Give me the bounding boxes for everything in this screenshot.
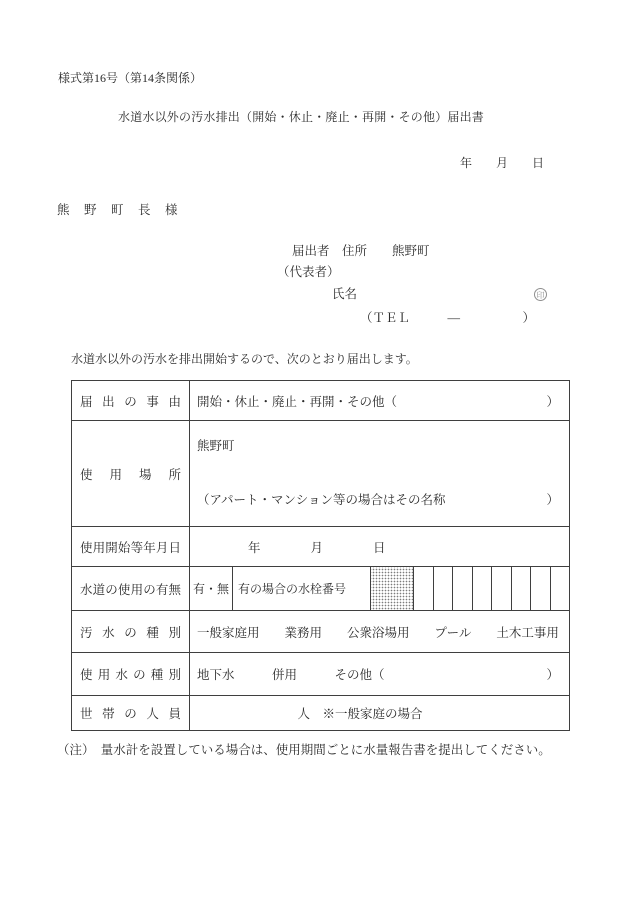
place-town: 熊野町	[197, 439, 235, 453]
table-row-sewage-type	[72, 611, 569, 653]
date-line: 年 月 日	[460, 156, 545, 170]
tap-number-label-cell: 有の場合の水栓番号	[233, 567, 371, 610]
water-type-options: 地下水 併用 その他（	[197, 668, 385, 682]
close-paren: ）	[546, 668, 559, 682]
addressee: 熊 野 町 長 様	[57, 203, 179, 217]
hatched-cell	[371, 567, 414, 610]
tap-number-box	[473, 567, 493, 610]
tap-number-box	[434, 567, 454, 610]
tap-number-box	[551, 567, 570, 610]
tap-number-box	[512, 567, 532, 610]
reason-options: 開始・休止・廃止・再開・その他（	[197, 394, 398, 409]
household-cell	[190, 696, 569, 730]
row-label-cell: 使用場所	[72, 421, 190, 526]
declarant-tel-line: （ＴＥＬ ― ）	[360, 311, 536, 325]
page-title: 水道水以外の汚水排出（開始・休止・廃止・再開・その他）届出書	[118, 110, 485, 124]
table-row-place	[72, 421, 569, 527]
start-date-cell	[190, 527, 569, 566]
row-label-cell: 使用水の種別	[72, 653, 190, 695]
row-label-cell: 使用開始等年月日	[72, 527, 190, 566]
yes-no-cell: 有・無	[190, 567, 233, 610]
declarant-address-line: 届出者 住所 熊野町	[292, 244, 430, 258]
apartment-note: （アパート・マンション等の場合はその名称	[197, 493, 446, 507]
place-sub-line	[197, 490, 559, 508]
notification-table	[71, 380, 570, 731]
sewage-type-options: 一般家庭用 業務用 公衆浴場用 プール 土木工事用	[197, 625, 559, 640]
declarant-name-label: 氏名	[332, 287, 358, 301]
declarant-representative-line: （代表者）	[277, 265, 340, 279]
reason-value-cell	[190, 381, 569, 420]
close-paren: ）	[546, 394, 559, 409]
tap-number-box	[453, 567, 473, 610]
date-placeholders: 年 月 日	[248, 540, 386, 555]
row-label-cell: 世帯の人員	[72, 696, 190, 730]
place-value-cell	[190, 421, 569, 526]
table-row-reason	[72, 381, 569, 421]
tap-number-box	[414, 567, 434, 610]
table-row-start-date	[72, 527, 569, 567]
water-type-cell	[190, 653, 569, 695]
close-paren: ）	[546, 493, 559, 507]
table-row-household	[72, 696, 569, 730]
blank-space	[445, 490, 546, 508]
tap-number-box	[531, 567, 551, 610]
row-label-cell: 水道の使用の有無	[72, 567, 190, 610]
table-row-water-type	[72, 653, 569, 696]
row-label-cell: 汚水の種別	[72, 611, 190, 652]
household-count-note: 人 ※一般家庭の場合	[297, 707, 423, 721]
row-label-cell: 届出の事由	[72, 381, 190, 420]
footnote: （注） 量水計を設置している場合は、使用期間ごとに水量報告書を提出してください。	[57, 743, 551, 757]
sewage-type-cell	[190, 611, 569, 652]
seal-icon: 印	[534, 288, 547, 301]
form-number: 様式第16号（第14条関係）	[58, 71, 203, 85]
tap-number-box	[492, 567, 512, 610]
intro-sentence: 水道水以外の汚水を排出開始するので、次のとおり届出します。	[71, 352, 418, 366]
table-row-tap-water	[72, 567, 569, 611]
